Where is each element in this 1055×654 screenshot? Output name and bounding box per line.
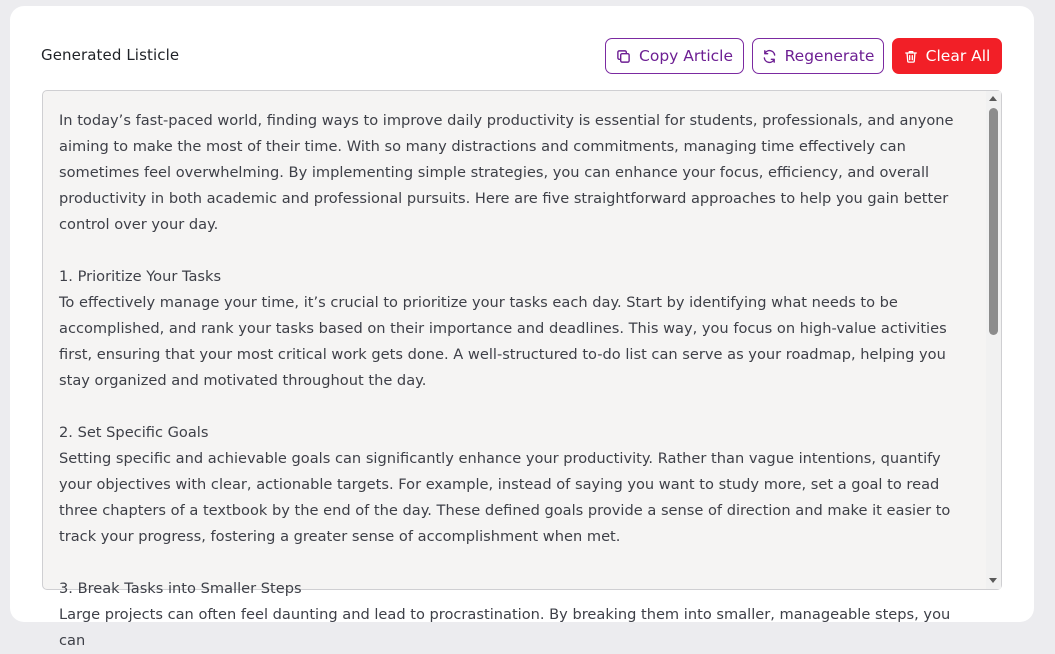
- vertical-scrollbar[interactable]: [986, 91, 1001, 589]
- article-intro: In today’s fast-paced world, finding ways to improve daily productivity is essential for students, professionals, and anyone aiming to make the most of their time. With so many distractions and commitments, managing time effectively can sometimes feel overwhelming. By implementing simple strategies, you can enhance your focus, efficiency, and overall productivity in both academic and professional pursuits. Here are five straightforward approaches to help you gain better control over your day.: [59, 112, 954, 233]
- clear-all-label: Clear All: [925, 47, 991, 65]
- list-item-heading: 2. Set Specific Goals: [59, 424, 209, 441]
- clear-all-button[interactable]: [892, 38, 1002, 74]
- listicle-card: [10, 6, 1034, 649]
- scroll-up-arrow-icon[interactable]: [989, 96, 997, 101]
- list-item-body: Large projects can often feel daunting and lead to procrastination. By breaking them into smaller, manageable steps, you can: [59, 606, 951, 649]
- copy-article-button[interactable]: [605, 38, 744, 74]
- regenerate-label: Regenerate: [784, 47, 875, 65]
- card-title: Generated Listicle: [41, 46, 180, 64]
- article-textarea[interactable]: [42, 90, 1002, 649]
- list-item-body: To effectively manage your time, it’s crucial to prioritize your tasks each day. Start by identifying what needs to be accomplished, and rank your tasks based on their importance and deadlines. This way, you focus on high-value activities first, ensuring that your most critical work gets done. A well-structured to-do list can serve as your roadmap, helping you stay organized and motivated throughout the day.: [59, 294, 947, 389]
- list-item-heading: 3. Break Tasks into Smaller Steps: [59, 580, 302, 597]
- list-item-body: Setting specific and achievable goals can significantly enhance your productivity. Rather than vague intentions, quantify your objectives with clear, actionable targets. For example, instead of saying you want to study more, set a goal to read three chapters of a textbook by the end of the day. These defined goals provide a sense of direction and make it easier to track your progress, fostering a greater sense of accomplishment when met.: [59, 450, 951, 545]
- article-content: [59, 108, 969, 654]
- refresh-icon: [762, 49, 777, 64]
- copy-icon: [616, 49, 631, 64]
- copy-article-label: Copy Article: [639, 47, 733, 65]
- trash-icon: [904, 49, 918, 64]
- regenerate-button[interactable]: [752, 38, 884, 74]
- scroll-down-arrow-icon[interactable]: [989, 578, 997, 583]
- scrollbar-thumb[interactable]: [989, 108, 998, 335]
- list-item-heading: 1. Prioritize Your Tasks: [59, 268, 222, 285]
